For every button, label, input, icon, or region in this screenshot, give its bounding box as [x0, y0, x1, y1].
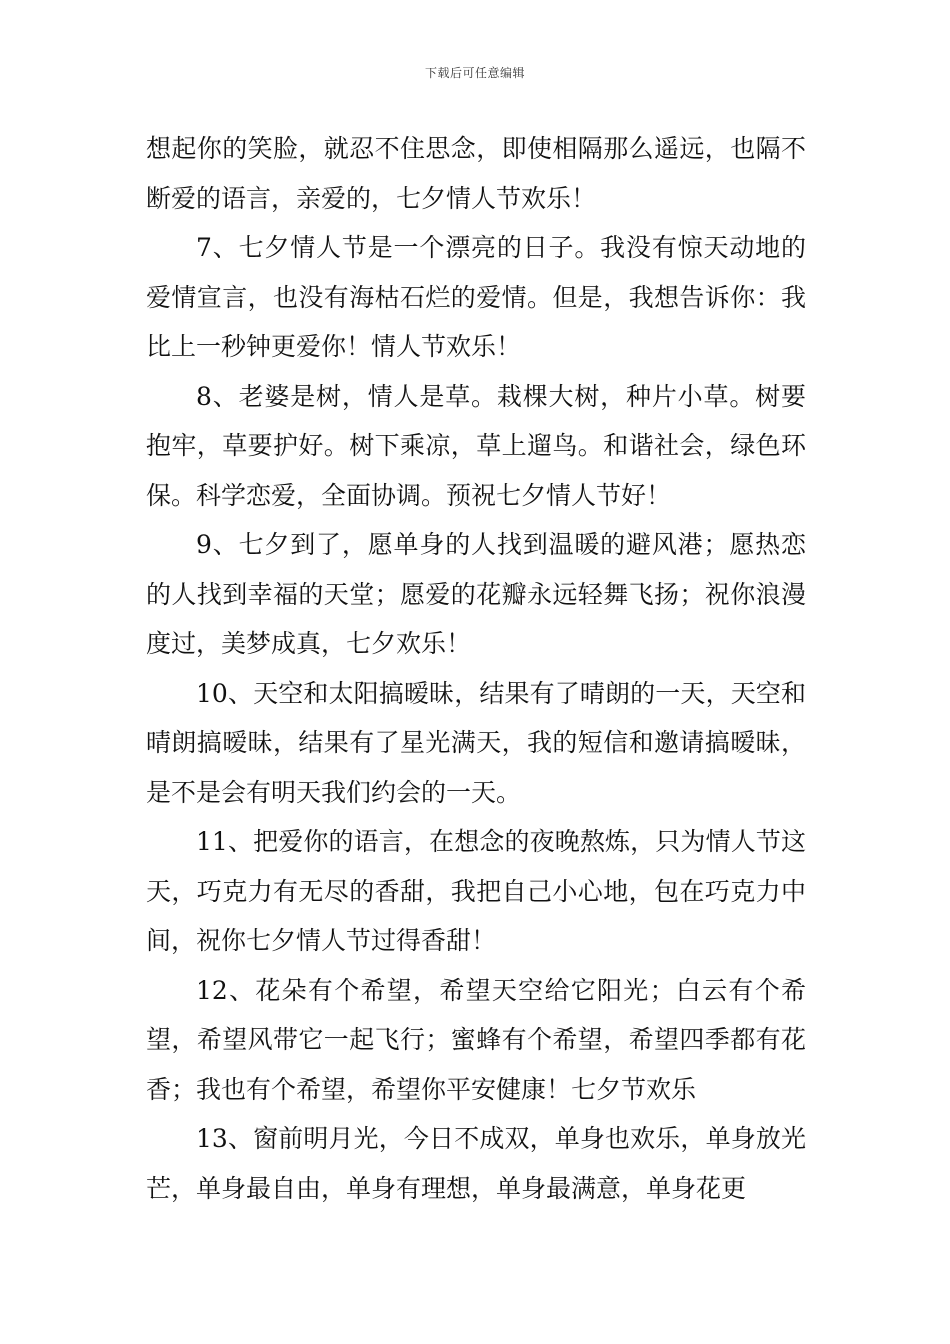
paragraph-intro: 想起你的笑脸，就忍不住思念，即使相隔那么遥远，也隔不断爱的语言，亲爱的，七夕情人节欢乐！: [146, 134, 806, 213]
paragraph-item-8: 8、老婆是树，情人是草。栽棵大树，种片小草。树要抱牢，草要护好。树下乘凉，草上遛鸟。和谐社会，绿色环保。科学恋爱，全面协调。预祝七夕情人节好！: [146, 381, 806, 510]
paragraph-item-7: 7、七夕情人节是一个漂亮的日子。我没有惊天动地的爱情宣言，也没有海枯石烂的爱情。但是，我想告诉你：我比上一秒钟更爱你！情人节欢乐！: [146, 233, 806, 361]
page-header-note: 下载后可任意编辑: [424, 66, 525, 80]
paragraph-item-9: 9、七夕到了，愿单身的人找到温暖的避风港；愿热恋的人找到幸福的天堂；愿爱的花瓣永远轻舞飞扬；祝你浪漫度过，美梦成真，七夕欢乐！: [146, 530, 806, 658]
paragraph-item-13: 13、窗前明月光，今日不成双，单身也欢乐，单身放光芒，单身最自由，单身有理想，单身最满意，单身花更: [146, 1124, 806, 1203]
paragraph-item-10: 10、天空和太阳搞暧昧，结果有了晴朗的一天，天空和晴朗搞暧昧，结果有了星光满天，我的短信和邀请搞暧昧，是不是会有明天我们约会的一天。: [146, 678, 806, 807]
document-body: [146, 124, 806, 1213]
paragraph-item-12: 12、花朵有个希望，希望天空给它阳光；白云有个希望，希望风带它一起飞行；蜜蜂有个希望，希望四季都有花香；我也有个希望，希望你平安健康！七夕节欢乐: [146, 975, 806, 1104]
paragraph-item-11: 11、把爱你的语言，在想念的夜晚熬炼，只为情人节这天，巧克力有无尽的香甜，我把自己小心地，包在巧克力中间，祝你七夕情人节过得香甜！: [146, 827, 806, 955]
